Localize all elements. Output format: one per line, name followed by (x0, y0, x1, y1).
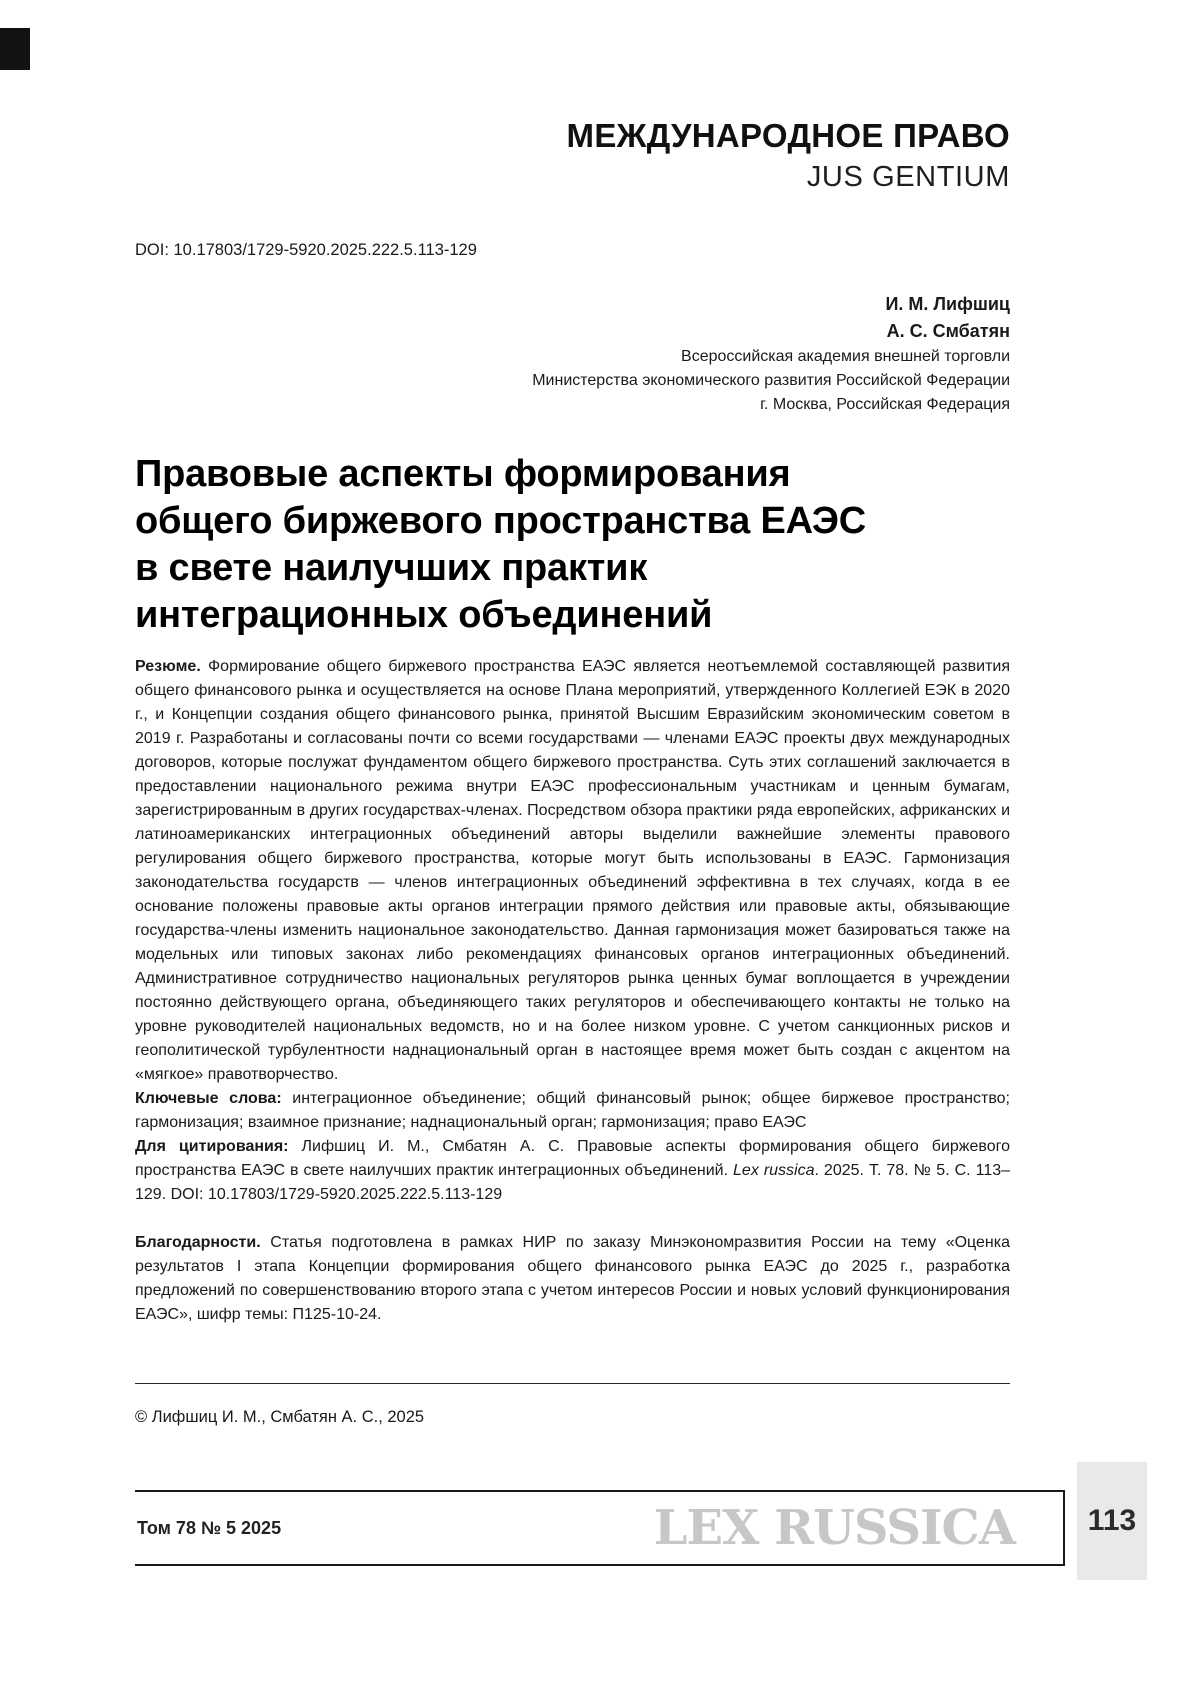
article-front-matter (135, 655, 1010, 1327)
article-title (135, 451, 1010, 639)
author-name-1: И. М. Лифшиц (885, 294, 1010, 314)
footer-band (135, 1490, 1065, 1566)
affiliation-line-1: Всероссийская академия внешней торговли (681, 348, 1010, 365)
page-number-box (1077, 1462, 1147, 1580)
section-title-russian: МЕЖДУНАРОДНОЕ ПРАВО (566, 117, 1010, 154)
affiliation-line-3: г. Москва, Российская Федерация (760, 396, 1010, 413)
citation-text-after: . 2025. Т. 78. № 5. С. 113–129. DOI: 10.17803/1729-5920.2025.222.5.113-129 (135, 1162, 1011, 1203)
affiliation-line-2: Министерства экономического развития Российской Федерации (532, 372, 1010, 389)
copyright-line: © Лифшиц И. М., Смбатян А. С., 2025 (135, 1408, 425, 1426)
abstract-label: Резюме. (135, 658, 201, 675)
article-title-line-3: в свете наилучших практик (135, 547, 648, 589)
corner-print-mark (0, 28, 30, 70)
acknowledgments-label: Благодарности. (135, 1234, 261, 1251)
article-title-line-2: общего биржевого пространства ЕАЭС (135, 500, 866, 542)
citation-text-before: Лифшиц И. М., Смбатян А. С. Правовые аспекты формирования общего биржевого пространства ЕАЭС в свете наилучших практик интеграционных объединений. (135, 1138, 1011, 1179)
citation-paragraph (135, 1135, 1010, 1207)
journal-logotype: LEX RUSSICA (653, 1500, 1015, 1556)
citation-label: Для цитирования: (135, 1138, 289, 1155)
abstract-paragraph (135, 655, 1010, 1087)
article-title-line-4: интеграционных объединений (135, 594, 713, 636)
section-header (135, 116, 1010, 195)
section-title-latin: JUS GENTIUM (806, 161, 1010, 193)
keywords-paragraph (135, 1087, 1010, 1135)
authors-block (135, 291, 1010, 417)
footer-divider-rule (135, 1383, 1010, 1384)
volume-issue-info: Том 78 № 5 2025 (137, 1517, 282, 1538)
abstract-text: Формирование общего биржевого пространства ЕАЭС является неотъемлемой составляющей развития общего финансового рынка и осуществляется на основе Плана мероприятий, утвержденного Коллегией ЕЭК в 2020 г., и Концепции создания общего финансового рынка, принятой Высшим Евразийским экономическим советом в 2019 г. Разработаны и согласованы почти со всеми государствами — членами ЕАЭС проекты двух международных договоров, которые послужат фундаментом общего биржевого пространства. Суть этих соглашений заключается в предоставлении национального режима внутри ЕАЭС профессиональным участникам и ценным бумагам, зарегистрированным в других государствах-членах. Посредством обзора практики ряда европейских, африканских и латиноамериканских интеграционных объединений авторы выделили важнейшие элементы правового регулирования общего биржевого пространства, которые могут быть использованы в ЕАЭС. Гармонизация законодательства государств — членов интеграционных объединений эффективна в тех случаях, когда в ее основание положены правовые акты органов интеграции прямого действия или правовые акты, обязывающие государства-члены изменить национальное законодательство. Данная гармонизация может базироваться также на модельных или типовых законах либо рекомендациях финансовых органов интеграционных объединений. Административное сотрудничество национальных регуляторов рынка ценных бумаг воплощается в учреждении постоянно действующего органа, объединяющего таких регуляторов и обеспечивающего контакты не только на уровне руководителей национальных ведомств, но и на более низком уровне. С учетом санкционных рисков и геополитической турбулентности наднациональный орган в настоящее время может быть создан с акцентом на «мягкое» правотворчество. (135, 658, 1010, 1083)
acknowledgments-paragraph (135, 1231, 1010, 1327)
keywords-label: Ключевые слова: (135, 1090, 282, 1107)
citation-journal-name: Lex russica (733, 1162, 815, 1179)
keywords-text: интеграционное объединение; общий финансовый рынок; общее биржевое пространство; гармонизация; взаимное признание; наднациональный орган; гармонизация; право ЕАЭС (135, 1090, 1010, 1131)
author-name-2: А. С. Смбатян (886, 321, 1010, 341)
page-number: 113 (1087, 1504, 1137, 1537)
acknowledgments-text: Статья подготовлена в рамках НИР по заказу Минэкономразвития России на тему «Оценка результатов I этапа Концепции формирования общего финансового рынка ЕАЭС до 2025 г., разработка предложений по совершенствованию второго этапа с учетом интересов России и новых условий функционирования ЕАЭС», шифр темы: П125-10-24. (135, 1234, 1010, 1323)
article-title-line-1: Правовые аспекты формирования (135, 453, 791, 495)
doi-line: DOI: 10.17803/1729-5920.2025.222.5.113-129 (135, 241, 477, 259)
